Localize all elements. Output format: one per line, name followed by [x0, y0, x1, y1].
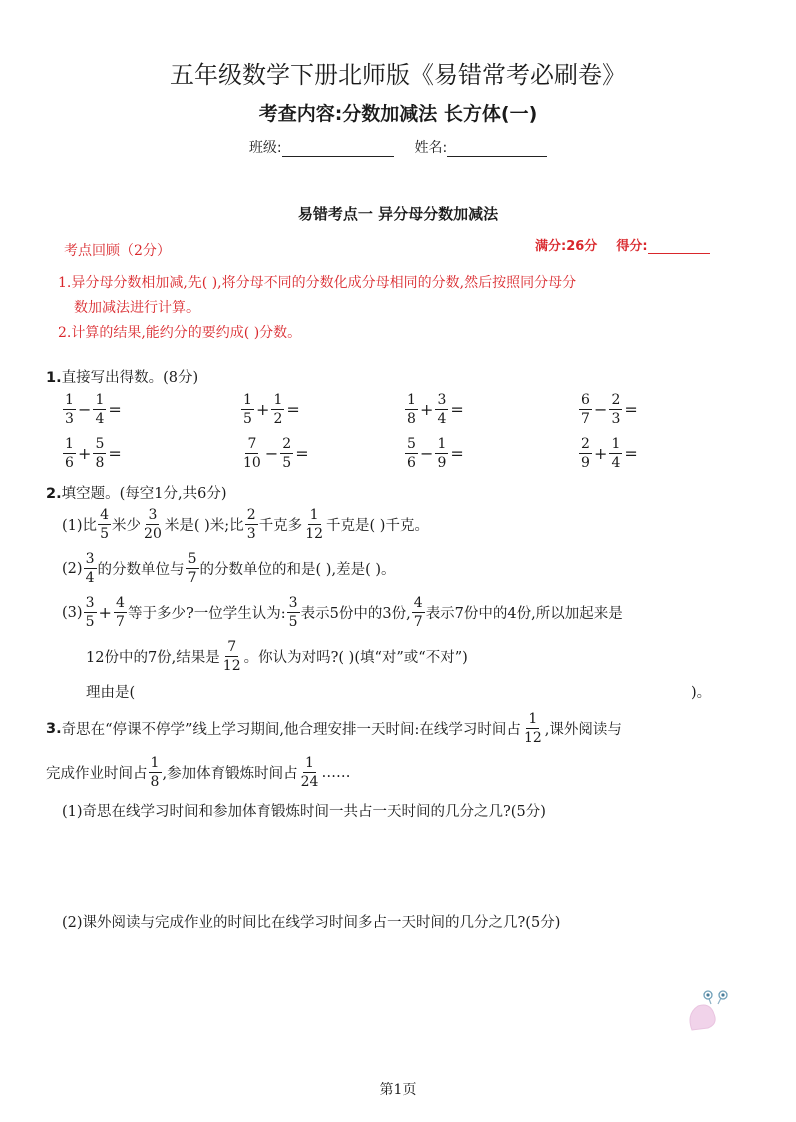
- fraction: [241, 437, 263, 470]
- text: (2): [62, 560, 83, 577]
- text: (3): [62, 604, 83, 621]
- question-text: 填空题。(每空1分,共6分): [61, 486, 227, 502]
- section-title: 易错考点一 异分母分数加减法: [297, 205, 499, 223]
- denominator: 7: [413, 614, 423, 630]
- fraction: [299, 756, 321, 789]
- fraction: [412, 596, 425, 629]
- equals-sign: =: [108, 444, 122, 463]
- score-field[interactable]: [648, 240, 710, 254]
- operator: +: [594, 444, 608, 463]
- fraction: [405, 437, 418, 470]
- numerator: 7: [225, 640, 238, 657]
- fraction: [435, 393, 448, 426]
- fraction: [93, 437, 106, 470]
- denominator: 12: [523, 730, 542, 746]
- denominator: 12: [305, 526, 324, 542]
- review-label: 考点回顾（2分）: [64, 243, 171, 259]
- fraction: [98, 508, 111, 541]
- reason-label: 理由是(: [86, 685, 136, 701]
- equals-sign: =: [450, 444, 464, 463]
- denominator: 10: [243, 455, 261, 471]
- review-line-1b: 数加减法进行计算。: [74, 300, 200, 316]
- denominator: 24: [300, 774, 319, 790]
- fraction: [522, 712, 544, 745]
- denominator: 8: [407, 411, 416, 427]
- numerator: 1: [526, 712, 539, 729]
- fraction: [63, 437, 76, 470]
- calc-item: [62, 437, 123, 470]
- question-3-cont: [46, 756, 350, 789]
- text: 米少: [112, 518, 142, 534]
- numerator: 3: [84, 596, 97, 613]
- name-field[interactable]: [447, 142, 547, 157]
- full-score: 满分:26分: [535, 239, 598, 254]
- denominator: 9: [581, 455, 590, 471]
- text: ,课外阅读与: [544, 722, 622, 738]
- fraction: [609, 393, 622, 426]
- class-field[interactable]: [282, 142, 394, 157]
- numerator: 1: [308, 508, 321, 525]
- denominator: 3: [611, 411, 621, 427]
- denominator: 5: [85, 614, 95, 630]
- page-title: 五年级数学下册北师版《易错常考必刷卷》: [170, 61, 626, 89]
- numerator: 1: [63, 437, 76, 454]
- fraction: [63, 393, 76, 426]
- numerator: 5: [405, 437, 418, 454]
- numerator: 1: [149, 756, 162, 773]
- name-label: 姓名:: [414, 140, 448, 156]
- review-line-1: 1.异分母分数相加减,先( ),将分母不同的分数化成分母相同的分数,然后按照同分母分: [58, 275, 577, 291]
- calc-item: [240, 437, 310, 470]
- fraction: [114, 596, 127, 629]
- text: 表示7份中的4份,所以加起来是: [425, 606, 623, 622]
- snail-decoration-icon: [684, 988, 744, 1038]
- denominator: 5: [288, 614, 298, 630]
- operator: −: [264, 444, 279, 463]
- fraction: [435, 437, 448, 470]
- fraction: [221, 640, 243, 673]
- numerator: 1: [63, 393, 76, 410]
- calc-item: [62, 393, 123, 426]
- fraction: [609, 437, 622, 470]
- calc-item: [404, 437, 465, 470]
- denominator: 6: [407, 455, 416, 471]
- numerator: 1: [93, 393, 106, 410]
- question-number: 2.: [46, 486, 62, 502]
- equals-sign: =: [295, 444, 309, 463]
- operator: −: [78, 400, 92, 419]
- operator: +: [78, 444, 92, 463]
- fraction: [280, 437, 293, 470]
- text: 12份中的7份,结果是: [86, 650, 220, 666]
- equals-sign: =: [286, 400, 300, 419]
- page-subtitle: 考查内容:分数加减法 长方体(一): [258, 103, 538, 125]
- question-text: 直接写出得数。(8分): [61, 370, 199, 386]
- denominator: 9: [437, 455, 447, 471]
- question-3-sub-1: (1)奇思在线学习时间和参加体育锻炼时间一共占一天时间的几分之几?(5分): [62, 804, 546, 820]
- text: 的分数单位的和是( ),差是( )。: [199, 562, 396, 578]
- text: ……: [321, 764, 351, 781]
- denominator: 5: [243, 411, 252, 427]
- fill-item-1: [62, 508, 429, 541]
- denominator: 4: [611, 455, 621, 471]
- fill-item-3: [62, 596, 623, 629]
- fraction: [149, 756, 162, 789]
- denominator: 4: [437, 411, 447, 427]
- question-3-heading: [46, 712, 622, 745]
- denominator: 6: [65, 455, 74, 471]
- equals-sign: =: [624, 400, 638, 419]
- denominator: 7: [187, 570, 197, 586]
- equals-sign: =: [108, 400, 122, 419]
- question-number: 1.: [46, 370, 62, 386]
- question-3-sub-2: (2)课外阅读与完成作业的时间比在线学习时间多占一天时间的几分之几?(5分): [62, 915, 561, 931]
- fraction: [241, 393, 254, 426]
- operator: −: [594, 400, 608, 419]
- score-box: [535, 235, 710, 254]
- fraction: [93, 393, 106, 426]
- denominator: 8: [95, 455, 105, 471]
- fill-item-2: [62, 552, 396, 585]
- numerator: 3: [287, 596, 300, 613]
- operator: −: [420, 444, 434, 463]
- fill-item-3-cont: [86, 640, 468, 673]
- denominator: 3: [65, 411, 74, 427]
- numerator: 2: [280, 437, 293, 454]
- numerator: 4: [98, 508, 111, 525]
- operator: +: [256, 400, 270, 419]
- fraction: [245, 508, 258, 541]
- fraction: [84, 552, 97, 585]
- numerator: 4: [114, 596, 127, 613]
- fraction: [84, 596, 97, 629]
- fraction: [579, 437, 592, 470]
- question-1-heading: [46, 366, 198, 387]
- numerator: 5: [93, 437, 106, 454]
- numerator: 5: [186, 552, 199, 569]
- fraction: [186, 552, 199, 585]
- numerator: 4: [412, 596, 425, 613]
- denominator: 5: [100, 526, 109, 542]
- fraction: [303, 508, 325, 541]
- reason-end: )。: [691, 685, 712, 701]
- fraction: [405, 393, 418, 426]
- numerator: 1: [609, 437, 622, 454]
- text: 千克是( )千克。: [326, 518, 429, 534]
- fraction: [287, 596, 300, 629]
- denominator: 12: [222, 658, 241, 674]
- numerator: 1: [435, 437, 448, 454]
- page-number: 第1页: [379, 1082, 417, 1098]
- denominator: 7: [115, 614, 125, 630]
- plus-operator: +: [98, 603, 112, 622]
- fraction: [271, 393, 284, 426]
- text: 米是( )米;比: [164, 518, 244, 534]
- calc-item: [404, 393, 465, 426]
- numerator: 1: [271, 393, 284, 410]
- calc-item: [240, 393, 301, 426]
- calc-item: [578, 437, 639, 470]
- class-label: 班级:: [248, 140, 282, 156]
- text: (1)比: [62, 518, 98, 534]
- text: 表示5份中的3份,: [300, 606, 411, 622]
- fraction: [142, 508, 164, 541]
- calc-item: [578, 393, 639, 426]
- equals-sign: =: [450, 400, 464, 419]
- student-info: [0, 137, 796, 157]
- score-label: 得分:: [616, 239, 648, 254]
- equals-sign: =: [624, 444, 638, 463]
- text: 完成作业时间占: [46, 766, 148, 782]
- text: 。你认为对吗?( )(填“对”或“不对”): [243, 650, 468, 666]
- denominator: 4: [95, 411, 105, 427]
- numerator: 2: [579, 437, 592, 454]
- numerator: 6: [579, 393, 592, 410]
- fraction: [579, 393, 592, 426]
- text: 奇思在“停课不停学”线上学习期间,他合理安排一天时间:在线学习时间占: [61, 722, 521, 738]
- numerator: 1: [405, 393, 418, 410]
- denominator: 8: [150, 774, 160, 790]
- numerator: 3: [146, 508, 159, 525]
- numerator: 2: [245, 508, 258, 525]
- operator: +: [420, 400, 434, 419]
- numerator: 2: [609, 393, 622, 410]
- denominator: 5: [282, 455, 292, 471]
- numerator: 1: [303, 756, 316, 773]
- denominator: 4: [85, 570, 95, 586]
- numerator: 3: [84, 552, 97, 569]
- question-number: 3.: [46, 720, 62, 737]
- denominator: 20: [144, 526, 162, 542]
- numerator: 7: [245, 437, 258, 454]
- numerator: 1: [241, 393, 254, 410]
- question-2-heading: [46, 482, 226, 503]
- text: ,参加体育锻炼时间占: [162, 766, 298, 782]
- denominator: 2: [273, 411, 283, 427]
- denominator: 7: [581, 411, 590, 427]
- numerator: 3: [435, 393, 448, 410]
- text: 等于多少?一位学生认为:: [127, 606, 286, 622]
- text: 千克多: [258, 518, 303, 534]
- review-line-2: 2.计算的结果,能约分的要约成( )分数。: [58, 325, 302, 341]
- text: 的分数单位与: [97, 562, 185, 578]
- denominator: 3: [246, 526, 256, 542]
